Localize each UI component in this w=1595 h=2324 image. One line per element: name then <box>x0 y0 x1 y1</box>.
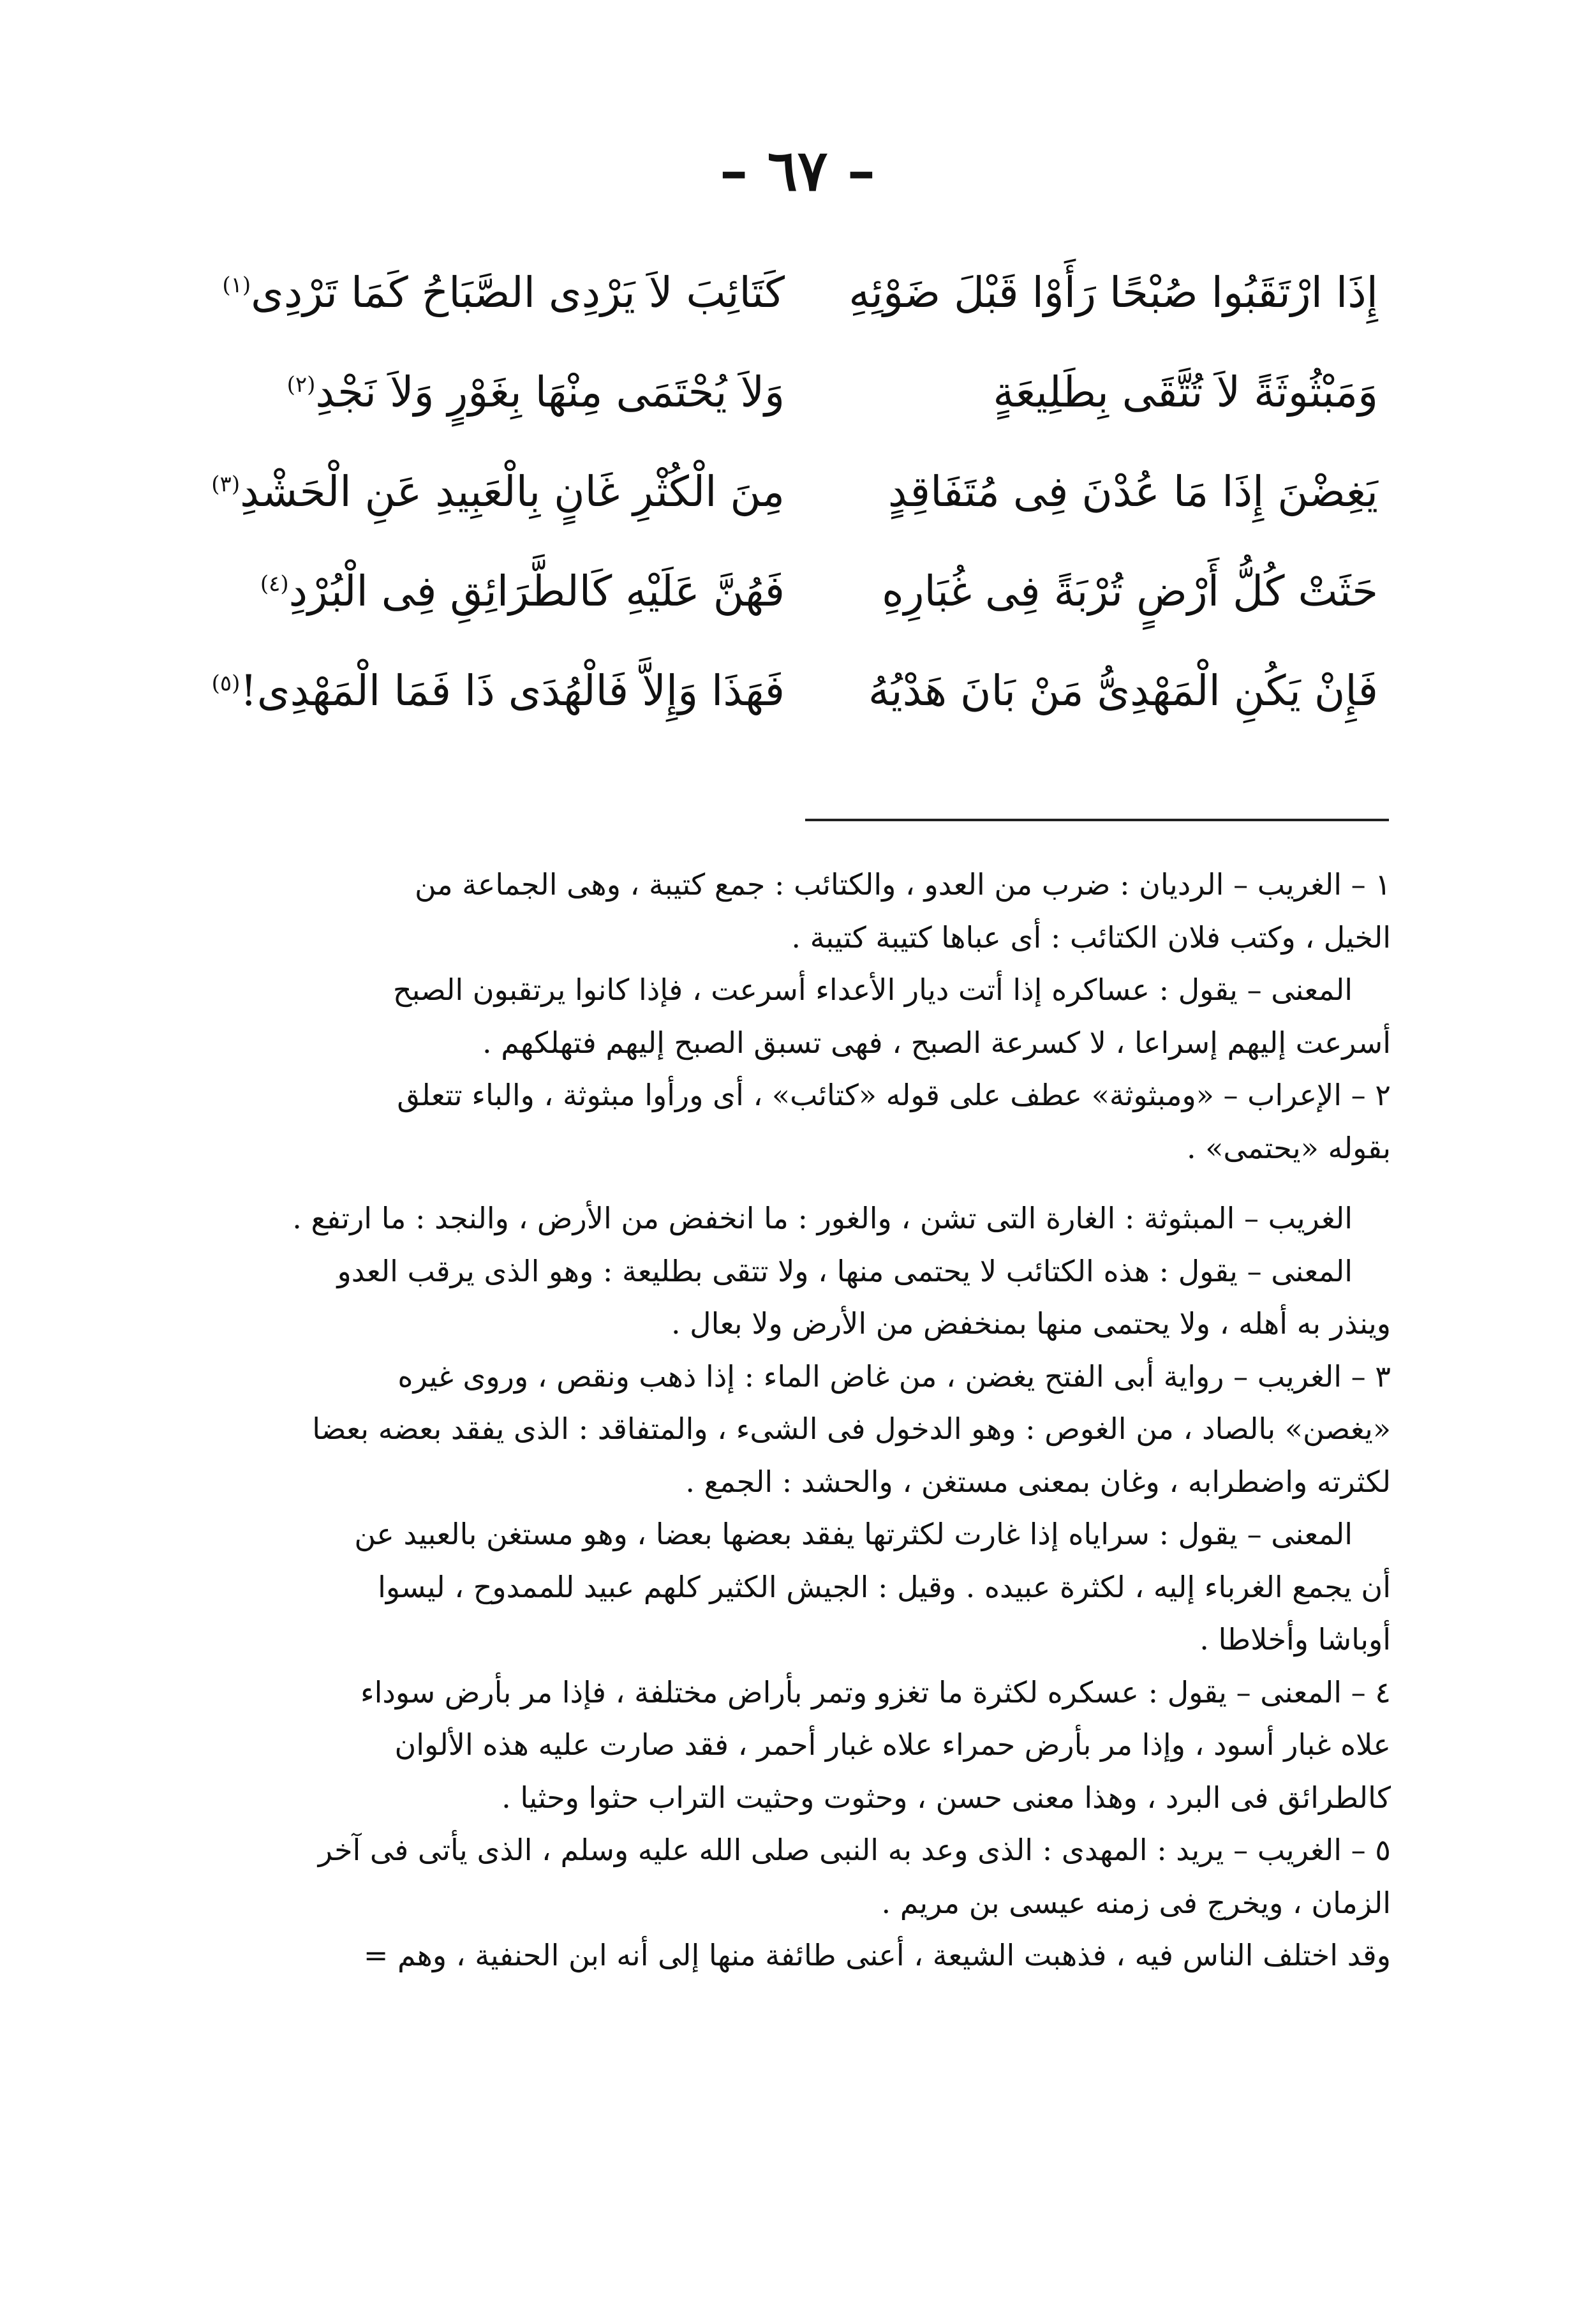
poem-verses <box>211 242 1378 740</box>
footnote-line: كالطرائق فى البرد ، وهذا معنى حسن ، وحثوت وحثيت التراب حثوا وحثيا . <box>501 1780 1391 1815</box>
verse-first-hemistich <box>836 567 1378 616</box>
verse-text: مِنَ الْكُثْرِ غَانٍ بِالْعَبِيدِ عَنِ الْحَشْدِ <box>240 466 785 516</box>
verse-row <box>211 641 1378 740</box>
footnote-ref: (٤) <box>260 570 289 597</box>
verse-second-hemistich <box>242 368 785 417</box>
footnote-line: المعنى – يقول : سراياه إذا غارت لكثرتها يفقد بعضها بعضا ، وهو مستغن بالعبيد عن <box>354 1517 1353 1551</box>
verse-second-hemistich <box>211 466 785 516</box>
footnote-line: ١ – الغريب – الرديان : ضرب من العدو ، والكتائب : جمع كتيبة ، وهى الجماعة من <box>414 867 1391 902</box>
verse-text: وَلاَ يُحْتَمَى مِنْهَا بِغَوْرٍ وَلاَ نَجْدِ <box>315 367 785 417</box>
verse-text: يَغِضْنَ إِذَا مَا عُدْنَ فِى مُتَفَاقِدٍ <box>887 466 1378 516</box>
verse-text: كَتَائِبَ لاَ يَرْدِى الصَّبَاحُ كَمَا تَرْدِى <box>251 267 785 317</box>
verse-text: إِذَا ارْتَقَبُوا صُبْحًا رَأَوْا قَبْلَ ضَوْئِهِ <box>849 267 1378 317</box>
footnote-line: الغريب – المبثوثة : الغارة التى تشن ، والغور : ما انخفض من الأرض ، والنجد : ما ارتفع . <box>292 1201 1353 1235</box>
verse-text: فَهُنَّ عَلَيْهِ كَالطَّرَائِقِ فِى الْبُرْدِ <box>288 566 785 616</box>
verse-first-hemistich <box>836 467 1378 516</box>
footnote-ref: (٣) <box>211 471 241 497</box>
page-number: – ٦٧ – <box>720 137 875 204</box>
footnote-line: وينذر به أهله ، ولا يحتمى منها بمنخفض من الأرض ولا بعال . <box>671 1306 1391 1341</box>
footnote-ref: (٥) <box>211 670 241 696</box>
verse-first-hemistich <box>836 268 1378 317</box>
footnote-line: علاه غبار أسود ، وإذا مر بأرض حمراء علاه غبار أحمر ، فقد صارت عليه هذه الألوان <box>394 1727 1391 1762</box>
verse-first-hemistich <box>836 666 1378 715</box>
verse-row <box>211 442 1378 541</box>
verse-first-hemistich <box>836 368 1378 417</box>
footnote-line: «يغصن» بالصاد ، من الغوص : وهو الدخول فى الشىء ، والمتفاقد : الذى يفقد بعضه بعضا <box>312 1412 1391 1446</box>
verse-text: حَثَتْ كُلُّ أَرْضٍ تُرْبَةً فِى غُبَارِهِ <box>882 566 1378 616</box>
verse-second-hemistich <box>222 267 785 317</box>
footnote-line: ٥ – الغريب – يريد : المهدى : الذى وعد به النبى صلى الله عليه وسلم ، الذى يأتى فى آخر <box>318 1833 1391 1867</box>
verse-row <box>222 242 1378 342</box>
footnote-line: بقوله «يحتمى» . <box>1187 1130 1391 1165</box>
footnote-line: ٢ – الإعراب – «ومبثوثة» عطف على قوله «كتائب» ، أى ورأوا مبثوثة ، والباء تتعلق <box>397 1078 1391 1112</box>
footnote-line: الخيل ، وكتب فلان الكتائب : أى عباها كتيبة كتيبة . <box>791 920 1391 955</box>
verse-second-hemistich <box>242 567 785 616</box>
footnote-line: أن يجمع الغرباء إليه ، لكثرة عبيده . وقيل : الجيش الكثير كلهم عبيد للممدوح ، ليسوا <box>378 1569 1391 1604</box>
footnote-line: ٣ – الغريب – رواية أبى الفتح يغضن ، من غاض الماء : إذا ذهب ونقص ، وروى غيره <box>397 1359 1391 1394</box>
verse-text: وَمَبْثُوثَةً لاَ تُتَّقَى بِطَلِيعَةٍ <box>993 367 1378 417</box>
footnote-line: المعنى – يقول : عساكره إذا أتت ديار الأعداء أسرعت ، فإذا كانوا يرتقبون الصبح <box>392 972 1353 1007</box>
verse-second-hemistich <box>211 666 785 715</box>
verse-text: فَإِنْ يَكُنِ الْمَهْدِىُّ مَنْ بَانَ هَدْيُهُ <box>868 666 1378 715</box>
footnote-line: أسرعت إليهم إسراعا ، لا كسرعة الصبح ، فهى تسبق الصبح إليهم فتهلكهم . <box>482 1025 1391 1060</box>
footnote-line: ٤ – المعنى – يقول : عسكره لكثرة ما تغزو وتمر بأراض مختلفة ، فإذا مر بأرض سوداء <box>360 1674 1391 1709</box>
footnote-line: المعنى – يقول : هذه الكتائب لا يحتمى منها ، ولا تتقى بطليعة : وهو الذى يرقب العدو <box>337 1253 1353 1288</box>
footnote-line: الزمان ، ويخرج فى زمنه عيسى بن مريم . <box>881 1885 1391 1920</box>
footnote-line: لكثرته واضطرابه ، وغان بمعنى مستغن ، والحشد : الجمع . <box>685 1464 1391 1499</box>
footnote-divider <box>805 819 1389 821</box>
verse-row <box>242 342 1378 442</box>
footnote-ref: (٢) <box>286 371 316 398</box>
footnote-ref: (١) <box>222 272 251 298</box>
footnote-line: أوباشا وأخلاطا . <box>1199 1622 1391 1657</box>
footnote-line: وقد اختلف الناس فيه ، فذهبت الشيعة ، أعنى طائفة منها إلى أنه ابن الحنفية ، وهم = <box>363 1938 1391 1972</box>
footnotes <box>191 858 1391 1982</box>
verse-text: فَهَذَا وَإِلاَّ فَالْهُدَى ذَا فَمَا الْمَهْدِى! <box>240 666 785 715</box>
verse-row <box>242 541 1378 641</box>
